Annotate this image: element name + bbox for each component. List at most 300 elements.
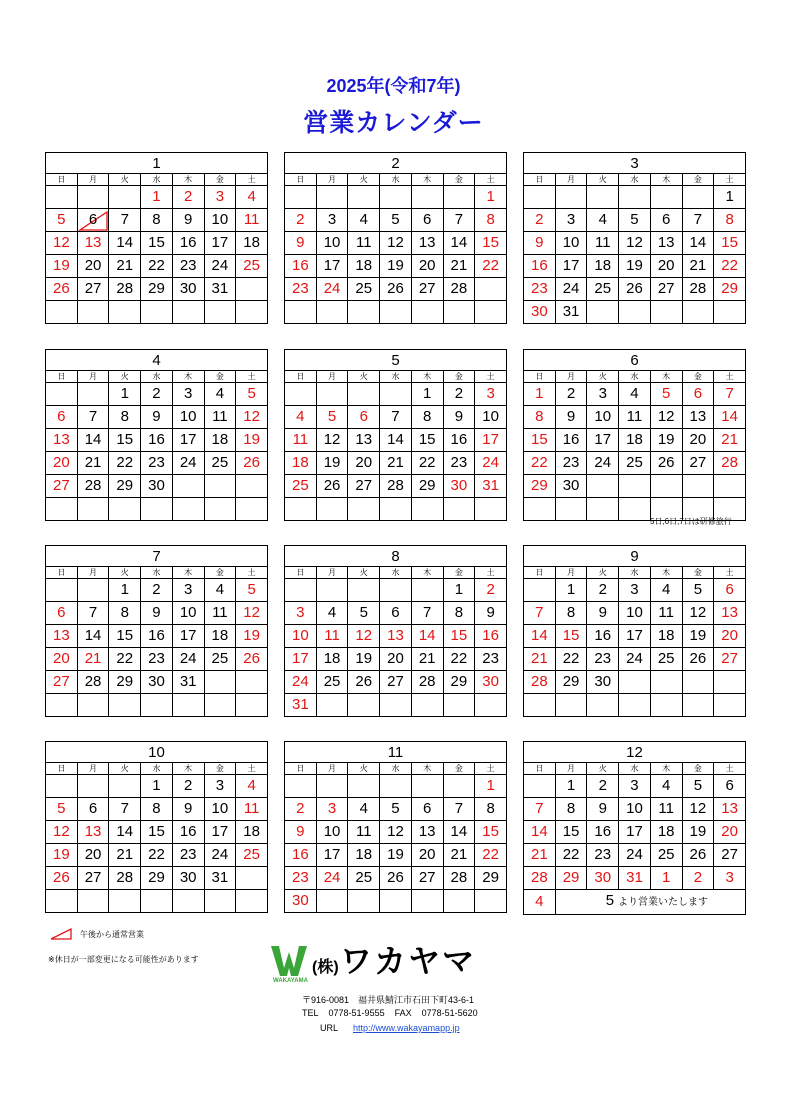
- weekday-header: 月: [555, 763, 587, 775]
- weekday-header: 土: [236, 174, 268, 186]
- day-cell: 12: [682, 602, 714, 625]
- empty-cell: [236, 278, 268, 301]
- weekday-header: 金: [443, 174, 475, 186]
- empty-cell: [475, 278, 507, 301]
- weekday-header: 火: [587, 371, 619, 383]
- weekday-header: 日: [524, 763, 556, 775]
- day-cell: 8: [109, 602, 141, 625]
- day-cell: 15: [109, 625, 141, 648]
- day-cell: 29: [475, 867, 507, 890]
- empty-cell: [524, 775, 556, 798]
- day-cell: 28: [109, 278, 141, 301]
- day-cell: 26: [380, 278, 412, 301]
- day-cell: 3: [204, 775, 236, 798]
- day-cell: 18: [650, 625, 682, 648]
- company-phone: [302, 1008, 478, 1018]
- empty-cell: [411, 890, 443, 913]
- day-cell: 26: [236, 648, 268, 671]
- weekday-header: 金: [204, 763, 236, 775]
- day-cell: 16: [285, 255, 317, 278]
- day-cell: 5: [682, 775, 714, 798]
- day-cell: 13: [714, 602, 746, 625]
- empty-cell: [619, 671, 651, 694]
- empty-cell: [411, 498, 443, 521]
- day-cell: 22: [524, 452, 556, 475]
- empty-cell: [650, 186, 682, 209]
- day-cell: 16: [587, 625, 619, 648]
- day-cell: 4: [285, 406, 317, 429]
- day-cell: 19: [380, 844, 412, 867]
- day-cell: 5: [380, 798, 412, 821]
- weekday-header: 日: [524, 371, 556, 383]
- weekday-header: 土: [475, 174, 507, 186]
- empty-cell: [236, 498, 268, 521]
- day-cell: 22: [714, 255, 746, 278]
- day-cell: 11: [204, 406, 236, 429]
- day-cell: 26: [348, 671, 380, 694]
- day-cell: 28: [109, 867, 141, 890]
- empty-cell: [46, 383, 78, 406]
- day-cell: 9: [587, 798, 619, 821]
- day-cell: 15: [555, 821, 587, 844]
- day-cell: 2: [682, 867, 714, 890]
- day-cell: 24: [172, 648, 204, 671]
- day-cell: 26: [682, 844, 714, 867]
- weekday-header: 土: [714, 763, 746, 775]
- day-cell: 16: [587, 821, 619, 844]
- day-cell: 17: [316, 255, 348, 278]
- day-cell: 23: [285, 867, 317, 890]
- day-cell: 3: [316, 798, 348, 821]
- day-cell: 13: [380, 625, 412, 648]
- day-cell: 14: [524, 625, 556, 648]
- day-cell: 6: [348, 406, 380, 429]
- day-cell: 13: [714, 798, 746, 821]
- holiday-change-notice: ※休日が一部変更になる可能性があります: [48, 955, 199, 964]
- weekday-header: 土: [475, 763, 507, 775]
- day-cell: 17: [587, 429, 619, 452]
- day-cell: 29: [555, 867, 587, 890]
- day-cell: 8: [141, 798, 173, 821]
- day-cell: 18: [650, 821, 682, 844]
- month-calendar-10: [45, 741, 268, 913]
- empty-cell: [236, 475, 268, 498]
- day-cell: 11: [650, 798, 682, 821]
- empty-cell: [172, 498, 204, 521]
- day-cell: 19: [682, 821, 714, 844]
- weekday-header: 月: [555, 567, 587, 579]
- day-cell: 18: [587, 255, 619, 278]
- day-cell: 30: [587, 867, 619, 890]
- day-cell: 9: [587, 602, 619, 625]
- day-cell: 15: [475, 232, 507, 255]
- empty-cell: [714, 694, 746, 717]
- empty-cell: [348, 301, 380, 324]
- day-cell: 7: [380, 406, 412, 429]
- day-cell: 7: [524, 798, 556, 821]
- weekday-header: 日: [46, 763, 78, 775]
- weekday-header: 土: [236, 763, 268, 775]
- empty-cell: [77, 579, 109, 602]
- day-cell: 10: [587, 406, 619, 429]
- day-cell: 29: [443, 671, 475, 694]
- day-cell: 7: [443, 798, 475, 821]
- day-cell: 25: [236, 255, 268, 278]
- day-cell: 9: [285, 821, 317, 844]
- day-cell: 27: [682, 452, 714, 475]
- day-cell: 22: [443, 648, 475, 671]
- day-cell: 2: [587, 775, 619, 798]
- day-cell: 28: [411, 671, 443, 694]
- company-url: [320, 1023, 460, 1033]
- day-cell: 9: [141, 406, 173, 429]
- empty-cell: [650, 301, 682, 324]
- day-cell: 13: [46, 625, 78, 648]
- empty-cell: [77, 694, 109, 717]
- day-cell: 4: [524, 890, 556, 915]
- day-cell: 5: [348, 602, 380, 625]
- day-cell: 30: [555, 475, 587, 498]
- day-cell: 11: [236, 209, 268, 232]
- day-cell: 4: [204, 383, 236, 406]
- day-cell: 19: [380, 255, 412, 278]
- weekday-header: 月: [77, 174, 109, 186]
- day-cell: 24: [619, 844, 651, 867]
- weekday-header: 金: [204, 371, 236, 383]
- day-cell: 13: [650, 232, 682, 255]
- day-cell: 13: [77, 821, 109, 844]
- weekday-header: 金: [443, 371, 475, 383]
- half-day-legend-label: 午後から通常営業: [80, 930, 144, 939]
- weekday-header: 水: [619, 763, 651, 775]
- day-cell: 30: [172, 867, 204, 890]
- day-cell: 1: [524, 383, 556, 406]
- day-cell: 6: [650, 209, 682, 232]
- empty-cell: [555, 694, 587, 717]
- website-link[interactable]: http://www.wakayamapp.jp: [353, 1023, 460, 1033]
- empty-cell: [285, 775, 317, 798]
- empty-cell: [46, 301, 78, 324]
- weekday-header: 木: [650, 371, 682, 383]
- empty-cell: [77, 890, 109, 913]
- day-cell: 9: [172, 209, 204, 232]
- day-cell: 27: [380, 671, 412, 694]
- day-cell: 2: [172, 186, 204, 209]
- day-cell: 1: [714, 186, 746, 209]
- day-cell: 3: [172, 579, 204, 602]
- day-cell: 18: [348, 255, 380, 278]
- day-cell: 12: [236, 602, 268, 625]
- day-cell: 21: [524, 844, 556, 867]
- day-cell: 19: [682, 625, 714, 648]
- day-cell: 9: [524, 232, 556, 255]
- day-cell: 9: [475, 602, 507, 625]
- day-cell: 30: [141, 475, 173, 498]
- empty-cell: [443, 694, 475, 717]
- empty-cell: [316, 890, 348, 913]
- empty-cell: [380, 186, 412, 209]
- day-cell: 8: [109, 406, 141, 429]
- day-cell: 12: [236, 406, 268, 429]
- day-cell: 22: [411, 452, 443, 475]
- month-calendar-1: [45, 152, 268, 324]
- company-name: ワカヤマ: [340, 943, 477, 979]
- day-cell: 31: [204, 278, 236, 301]
- day-cell: 10: [555, 232, 587, 255]
- day-cell: 24: [316, 278, 348, 301]
- day-cell: 16: [141, 625, 173, 648]
- day-cell: 14: [380, 429, 412, 452]
- day-cell: 11: [619, 406, 651, 429]
- day-cell: 21: [77, 648, 109, 671]
- day-cell: 20: [77, 255, 109, 278]
- day-cell: 11: [348, 821, 380, 844]
- tel-label: TEL: [302, 1008, 319, 1018]
- weekday-header: 月: [555, 174, 587, 186]
- empty-cell: [587, 498, 619, 521]
- day-cell: 31: [204, 867, 236, 890]
- empty-cell: [348, 694, 380, 717]
- day-cell: 12: [619, 232, 651, 255]
- weekday-header: 木: [172, 371, 204, 383]
- month-label: 9: [524, 546, 746, 567]
- day-cell: 14: [109, 232, 141, 255]
- day-cell: 4: [650, 775, 682, 798]
- day-cell: 29: [524, 475, 556, 498]
- url-label: URL: [320, 1023, 339, 1033]
- day-cell: 2: [141, 579, 173, 602]
- day-cell: 23: [285, 278, 317, 301]
- weekday-header: 月: [555, 371, 587, 383]
- day-cell: 18: [348, 844, 380, 867]
- weekday-header: 水: [141, 567, 173, 579]
- day-cell: 4: [348, 209, 380, 232]
- day-cell: 22: [109, 648, 141, 671]
- day-cell: 28: [443, 278, 475, 301]
- day-cell: 9: [443, 406, 475, 429]
- month-calendar-4: [45, 349, 268, 521]
- day-cell: 26: [46, 278, 78, 301]
- empty-cell: [141, 498, 173, 521]
- weekday-header: 月: [77, 371, 109, 383]
- day-cell: 2: [141, 383, 173, 406]
- day-cell: 14: [524, 821, 556, 844]
- day-cell: 22: [475, 844, 507, 867]
- day-cell: 10: [619, 602, 651, 625]
- day-cell: 27: [714, 648, 746, 671]
- month-calendar-8: [284, 545, 507, 717]
- weekday-header: 金: [682, 174, 714, 186]
- weekday-header: 木: [411, 174, 443, 186]
- day-cell: 13: [682, 406, 714, 429]
- day-cell: 22: [555, 648, 587, 671]
- weekday-header: 月: [77, 763, 109, 775]
- day-cell: 14: [714, 406, 746, 429]
- day-cell: 7: [109, 798, 141, 821]
- fax-number: 0778-51-5620: [421, 1008, 478, 1018]
- day-cell: 24: [204, 844, 236, 867]
- day-cell: 3: [285, 602, 317, 625]
- empty-cell: [619, 694, 651, 717]
- weekday-header: 木: [411, 763, 443, 775]
- day-cell: 12: [46, 821, 78, 844]
- month-label: 7: [46, 546, 268, 567]
- month-calendar-9: [523, 545, 746, 717]
- empty-cell: [236, 301, 268, 324]
- day-cell: 18: [204, 625, 236, 648]
- day-cell: 25: [285, 475, 317, 498]
- empty-cell: [411, 186, 443, 209]
- day-cell: 29: [411, 475, 443, 498]
- day-cell: 3: [587, 383, 619, 406]
- day-cell: 26: [46, 867, 78, 890]
- tel-number: 0778-51-9555: [328, 1008, 385, 1018]
- empty-cell: [411, 579, 443, 602]
- day-cell: 3: [714, 867, 746, 890]
- month-label: 10: [46, 742, 268, 763]
- day-cell: 1: [443, 579, 475, 602]
- day-cell: 18: [316, 648, 348, 671]
- day-cell: 12: [348, 625, 380, 648]
- day-number: 6: [88, 211, 98, 228]
- day-cell: 26: [619, 278, 651, 301]
- day-cell: 2: [587, 579, 619, 602]
- day-cell: 10: [316, 232, 348, 255]
- day-cell: 9: [141, 602, 173, 625]
- weekday-header: 月: [77, 567, 109, 579]
- month-calendar-2: [284, 152, 507, 324]
- empty-cell: [619, 301, 651, 324]
- day-cell: 27: [46, 475, 78, 498]
- day-cell: 23: [141, 648, 173, 671]
- empty-cell: [348, 890, 380, 913]
- day-cell: 17: [555, 255, 587, 278]
- empty-cell: [236, 694, 268, 717]
- empty-cell: [46, 890, 78, 913]
- weekday-header: 火: [348, 763, 380, 775]
- day-cell: 28: [524, 867, 556, 890]
- month-label: 8: [285, 546, 507, 567]
- weekday-header: 水: [141, 174, 173, 186]
- empty-cell: [380, 498, 412, 521]
- day-cell: 6: [380, 602, 412, 625]
- empty-cell: [475, 694, 507, 717]
- empty-cell: [204, 890, 236, 913]
- day-cell: 15: [555, 625, 587, 648]
- reopen-notice: より営業いたします: [618, 897, 709, 908]
- day-cell: 5: [682, 579, 714, 602]
- weekday-header: 火: [109, 763, 141, 775]
- month-label: 12: [524, 742, 746, 763]
- empty-cell: [619, 498, 651, 521]
- day-cell: 4: [204, 579, 236, 602]
- day-cell: 4: [236, 775, 268, 798]
- empty-cell: [443, 301, 475, 324]
- weekday-header: 月: [316, 371, 348, 383]
- month-calendar-11: [284, 741, 507, 913]
- day-cell: 31: [172, 671, 204, 694]
- day-cell: 25: [587, 278, 619, 301]
- day-cell: 23: [141, 452, 173, 475]
- day-cell: 28: [682, 278, 714, 301]
- day-cell: 7: [682, 209, 714, 232]
- day-cell: 12: [650, 406, 682, 429]
- weekday-header: 日: [46, 371, 78, 383]
- day-cell: 11: [587, 232, 619, 255]
- empty-cell: [204, 475, 236, 498]
- day-cell: 1: [109, 383, 141, 406]
- day-cell: 5: [650, 383, 682, 406]
- day-cell: 25: [204, 648, 236, 671]
- empty-cell: [380, 694, 412, 717]
- day-cell: 15: [109, 429, 141, 452]
- day-cell: 6: [682, 383, 714, 406]
- weekday-header: 水: [380, 567, 412, 579]
- day-cell: 14: [109, 821, 141, 844]
- empty-cell: [172, 475, 204, 498]
- day-cell: 1: [411, 383, 443, 406]
- day-cell: 14: [443, 232, 475, 255]
- day-cell: 27: [714, 844, 746, 867]
- day-cell: 15: [443, 625, 475, 648]
- day-cell: 4: [348, 798, 380, 821]
- day-cell: 1: [475, 186, 507, 209]
- empty-cell: [555, 186, 587, 209]
- empty-cell: [172, 890, 204, 913]
- day-cell: 20: [380, 648, 412, 671]
- weekday-header: 金: [204, 174, 236, 186]
- month-note: 5日,6日,7日は研修旅行: [650, 517, 732, 526]
- empty-cell: [524, 498, 556, 521]
- month-label: 3: [524, 153, 746, 174]
- day-cell: 9: [172, 798, 204, 821]
- day-cell: 5: [619, 209, 651, 232]
- day-cell: 1: [555, 775, 587, 798]
- empty-cell: [77, 775, 109, 798]
- empty-cell: [587, 301, 619, 324]
- empty-cell: [380, 301, 412, 324]
- weekday-header: 金: [443, 763, 475, 775]
- day-cell: 23: [172, 844, 204, 867]
- weekday-header: 木: [650, 763, 682, 775]
- day-cell: 30: [524, 301, 556, 324]
- day-cell: 28: [443, 867, 475, 890]
- empty-cell: [46, 694, 78, 717]
- day-cell: 15: [141, 821, 173, 844]
- day-cell: 7: [714, 383, 746, 406]
- empty-cell: [316, 498, 348, 521]
- weekday-header: 火: [587, 763, 619, 775]
- company-logo: [270, 940, 510, 988]
- day-cell: 8: [714, 209, 746, 232]
- day-cell: 20: [411, 844, 443, 867]
- day-number: 5: [605, 892, 615, 909]
- day-cell: 27: [46, 671, 78, 694]
- day-cell: 25: [204, 452, 236, 475]
- day-cell: 7: [77, 602, 109, 625]
- day-cell: 20: [46, 452, 78, 475]
- day-cell: 11: [348, 232, 380, 255]
- empty-cell: [316, 775, 348, 798]
- day-cell: 23: [555, 452, 587, 475]
- empty-cell: [77, 301, 109, 324]
- day-cell: 31: [285, 694, 317, 717]
- day-cell: 13: [46, 429, 78, 452]
- empty-cell: [380, 579, 412, 602]
- empty-cell: [443, 890, 475, 913]
- day-cell: 30: [443, 475, 475, 498]
- day-cell: 6: [714, 775, 746, 798]
